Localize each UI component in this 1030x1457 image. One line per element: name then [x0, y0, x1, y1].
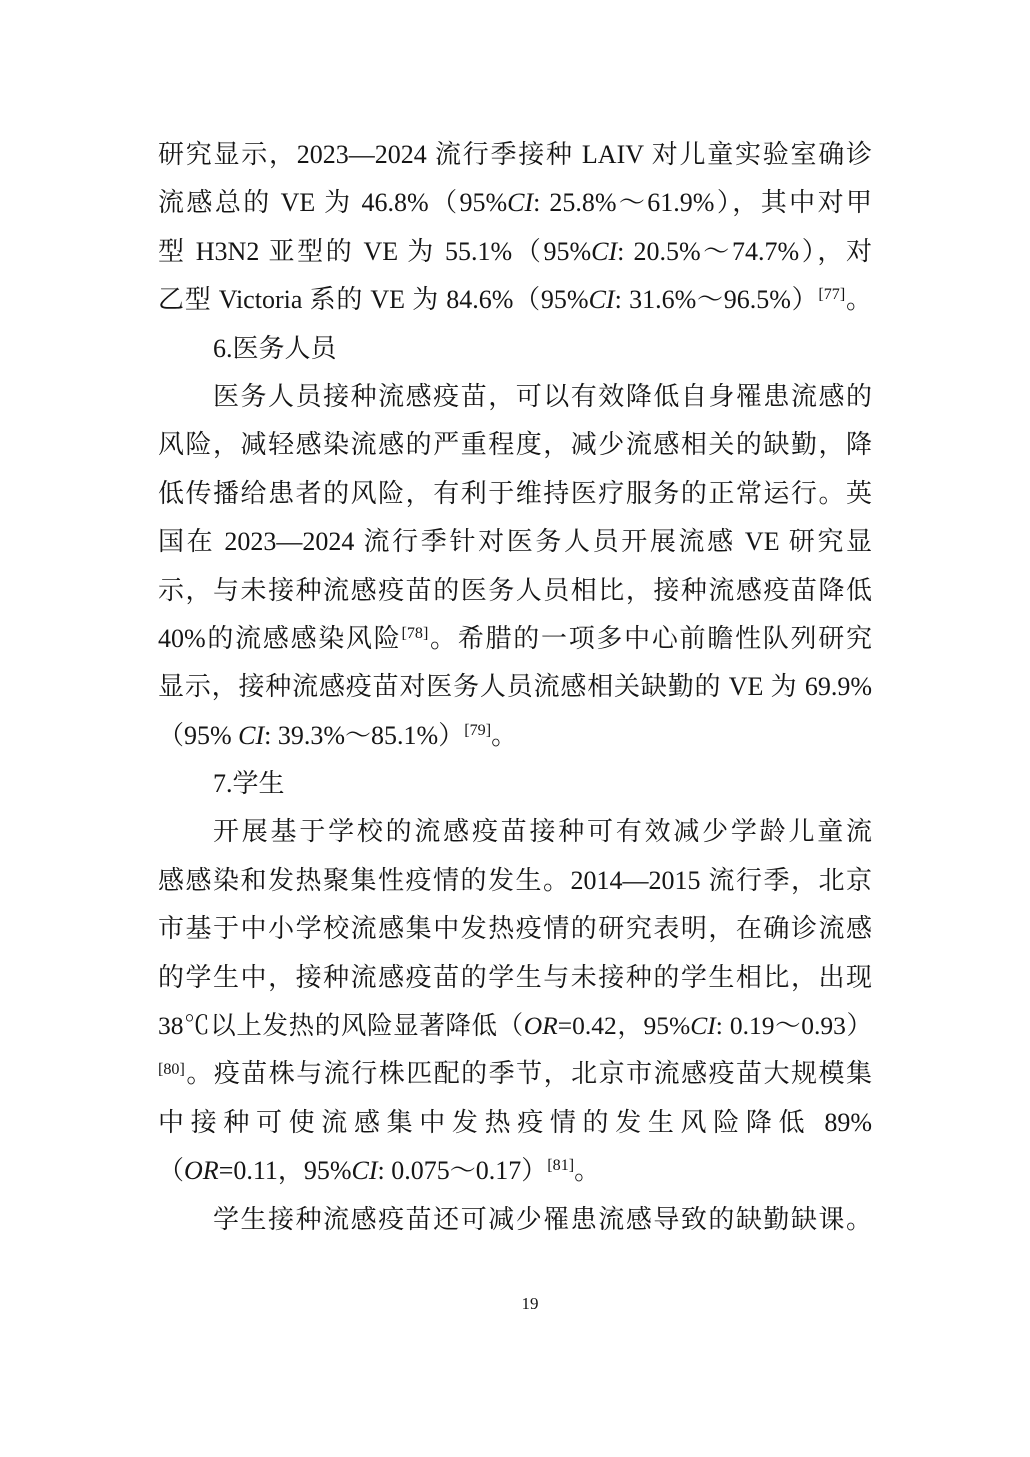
text-line [158, 567, 872, 615]
text-run: 38℃以上发热的风险显著降低（ [158, 1011, 524, 1041]
italic-abbreviation: CI [351, 1156, 378, 1186]
text-run: : 31.6%～96.5%） [614, 285, 819, 315]
citation-reference: [80] [158, 1060, 185, 1078]
italic-abbreviation: OR [184, 1156, 219, 1186]
italic-abbreviation: CI [690, 1011, 716, 1041]
text-line [158, 131, 872, 179]
italic-abbreviation: CI [591, 236, 618, 266]
section-heading [158, 760, 872, 808]
italic-abbreviation: CI [588, 285, 615, 315]
text-run: 研究显示，2023—2024 流行季接种 LAIV 对儿童实验室确诊 [158, 140, 872, 169]
text-line [158, 228, 872, 276]
text-line [158, 470, 872, 518]
paragraph-continued [158, 131, 872, 325]
text-line [158, 1147, 872, 1195]
text-line [158, 663, 872, 711]
text-run: （ [158, 1156, 185, 1186]
text-run: : 39.3%～85.1%） [264, 720, 465, 750]
text-run: : 25.8%～61.9%），其中对甲 [533, 188, 872, 218]
text-run: 感感染和发热聚集性疫情的发生。2014—2015 流行季，北京 [158, 865, 872, 895]
text-line [158, 1050, 872, 1098]
text-line [158, 954, 872, 1002]
citation-reference: [78] [401, 625, 429, 643]
text-run: : 0.19～0.93） [715, 1011, 872, 1041]
italic-abbreviation: OR [523, 1011, 558, 1041]
text-line [158, 1099, 872, 1147]
paragraph [158, 373, 872, 760]
text-line [158, 615, 872, 663]
citation-reference: [77] [818, 286, 846, 304]
text-run: =0.42，95% [557, 1011, 691, 1041]
text-run: 中接种可使流感集中发热疫情的发生风险降低 89% [158, 1107, 872, 1137]
text-line [158, 1196, 872, 1244]
text-run: 开展基于学校的流感疫苗接种可有效减少学龄儿童流 [213, 817, 872, 847]
text-line [158, 857, 872, 905]
text-line [158, 373, 872, 421]
text-run: 。希腊的一项多中心前瞻性队列研究 [428, 623, 872, 653]
text-run: 7.学生 [213, 769, 285, 799]
text-run: 型 H3N2 亚型的 VE 为 55.1%（95% [158, 236, 592, 266]
text-run: 示，与未接种流感疫苗的医务人员相比，接种流感疫苗降低 [158, 575, 872, 605]
page-number: 19 [521, 1294, 539, 1313]
text-run: 低传播给患者的风险，有利于维持医疗服务的正常运行。英 [158, 478, 872, 508]
text-run: （95% [158, 720, 239, 750]
text-run: 。 [845, 285, 872, 315]
citation-reference: [79] [464, 721, 492, 739]
italic-abbreviation: CI [238, 720, 265, 750]
text-run: 乙型 Victoria 系的 VE 为 84.6%（95% [158, 285, 589, 315]
text-run: 40%的流感感染风险 [158, 623, 402, 653]
text-run: : 20.5%～74.7%），对 [617, 236, 872, 266]
text-run: 。 [574, 1156, 601, 1186]
text-line [158, 1002, 872, 1050]
text-run: 国在 2023—2024 流行季针对医务人员开展流感 VE 研究显 [158, 527, 872, 557]
text-run: 6.医务人员 [213, 333, 337, 363]
text-run: =0.11，95% [218, 1156, 352, 1186]
text-line [158, 421, 872, 469]
text-run: 市基于中小学校流感集中发热疫情的研究表明，在确诊流感 [158, 914, 872, 944]
text-line [158, 276, 872, 324]
text-run: 流感总的 VE 为 46.8%（95% [158, 188, 508, 218]
page-body [158, 131, 872, 1244]
text-run: 。疫苗株与流行株匹配的季节，北京市流感疫苗大规模集 [184, 1059, 872, 1089]
text-line [158, 905, 872, 953]
text-line [158, 808, 872, 856]
text-run: 学生接种流感疫苗还可减少罹患流感导致的缺勤缺课。 [213, 1204, 872, 1234]
citation-reference: [81] [547, 1157, 575, 1175]
text-run: 医务人员接种流感疫苗，可以有效降低自身罹患流感的 [213, 381, 872, 411]
paragraph [158, 1196, 872, 1244]
text-line [158, 179, 872, 227]
text-run: 显示，接种流感疫苗对医务人员流感相关缺勤的 VE 为 69.9% [158, 672, 872, 702]
text-run: : 0.075～0.17） [377, 1156, 548, 1186]
text-line [158, 712, 872, 760]
section-heading [158, 325, 872, 373]
text-run: 风险，减轻感染流感的严重程度，减少流感相关的缺勤，降 [158, 430, 872, 460]
text-run: 的学生中，接种流感疫苗的学生与未接种的学生相比，出现 [158, 962, 872, 992]
paragraph [158, 808, 872, 1195]
italic-abbreviation: CI [507, 188, 534, 218]
text-run: 。 [491, 720, 518, 750]
text-line [158, 518, 872, 566]
